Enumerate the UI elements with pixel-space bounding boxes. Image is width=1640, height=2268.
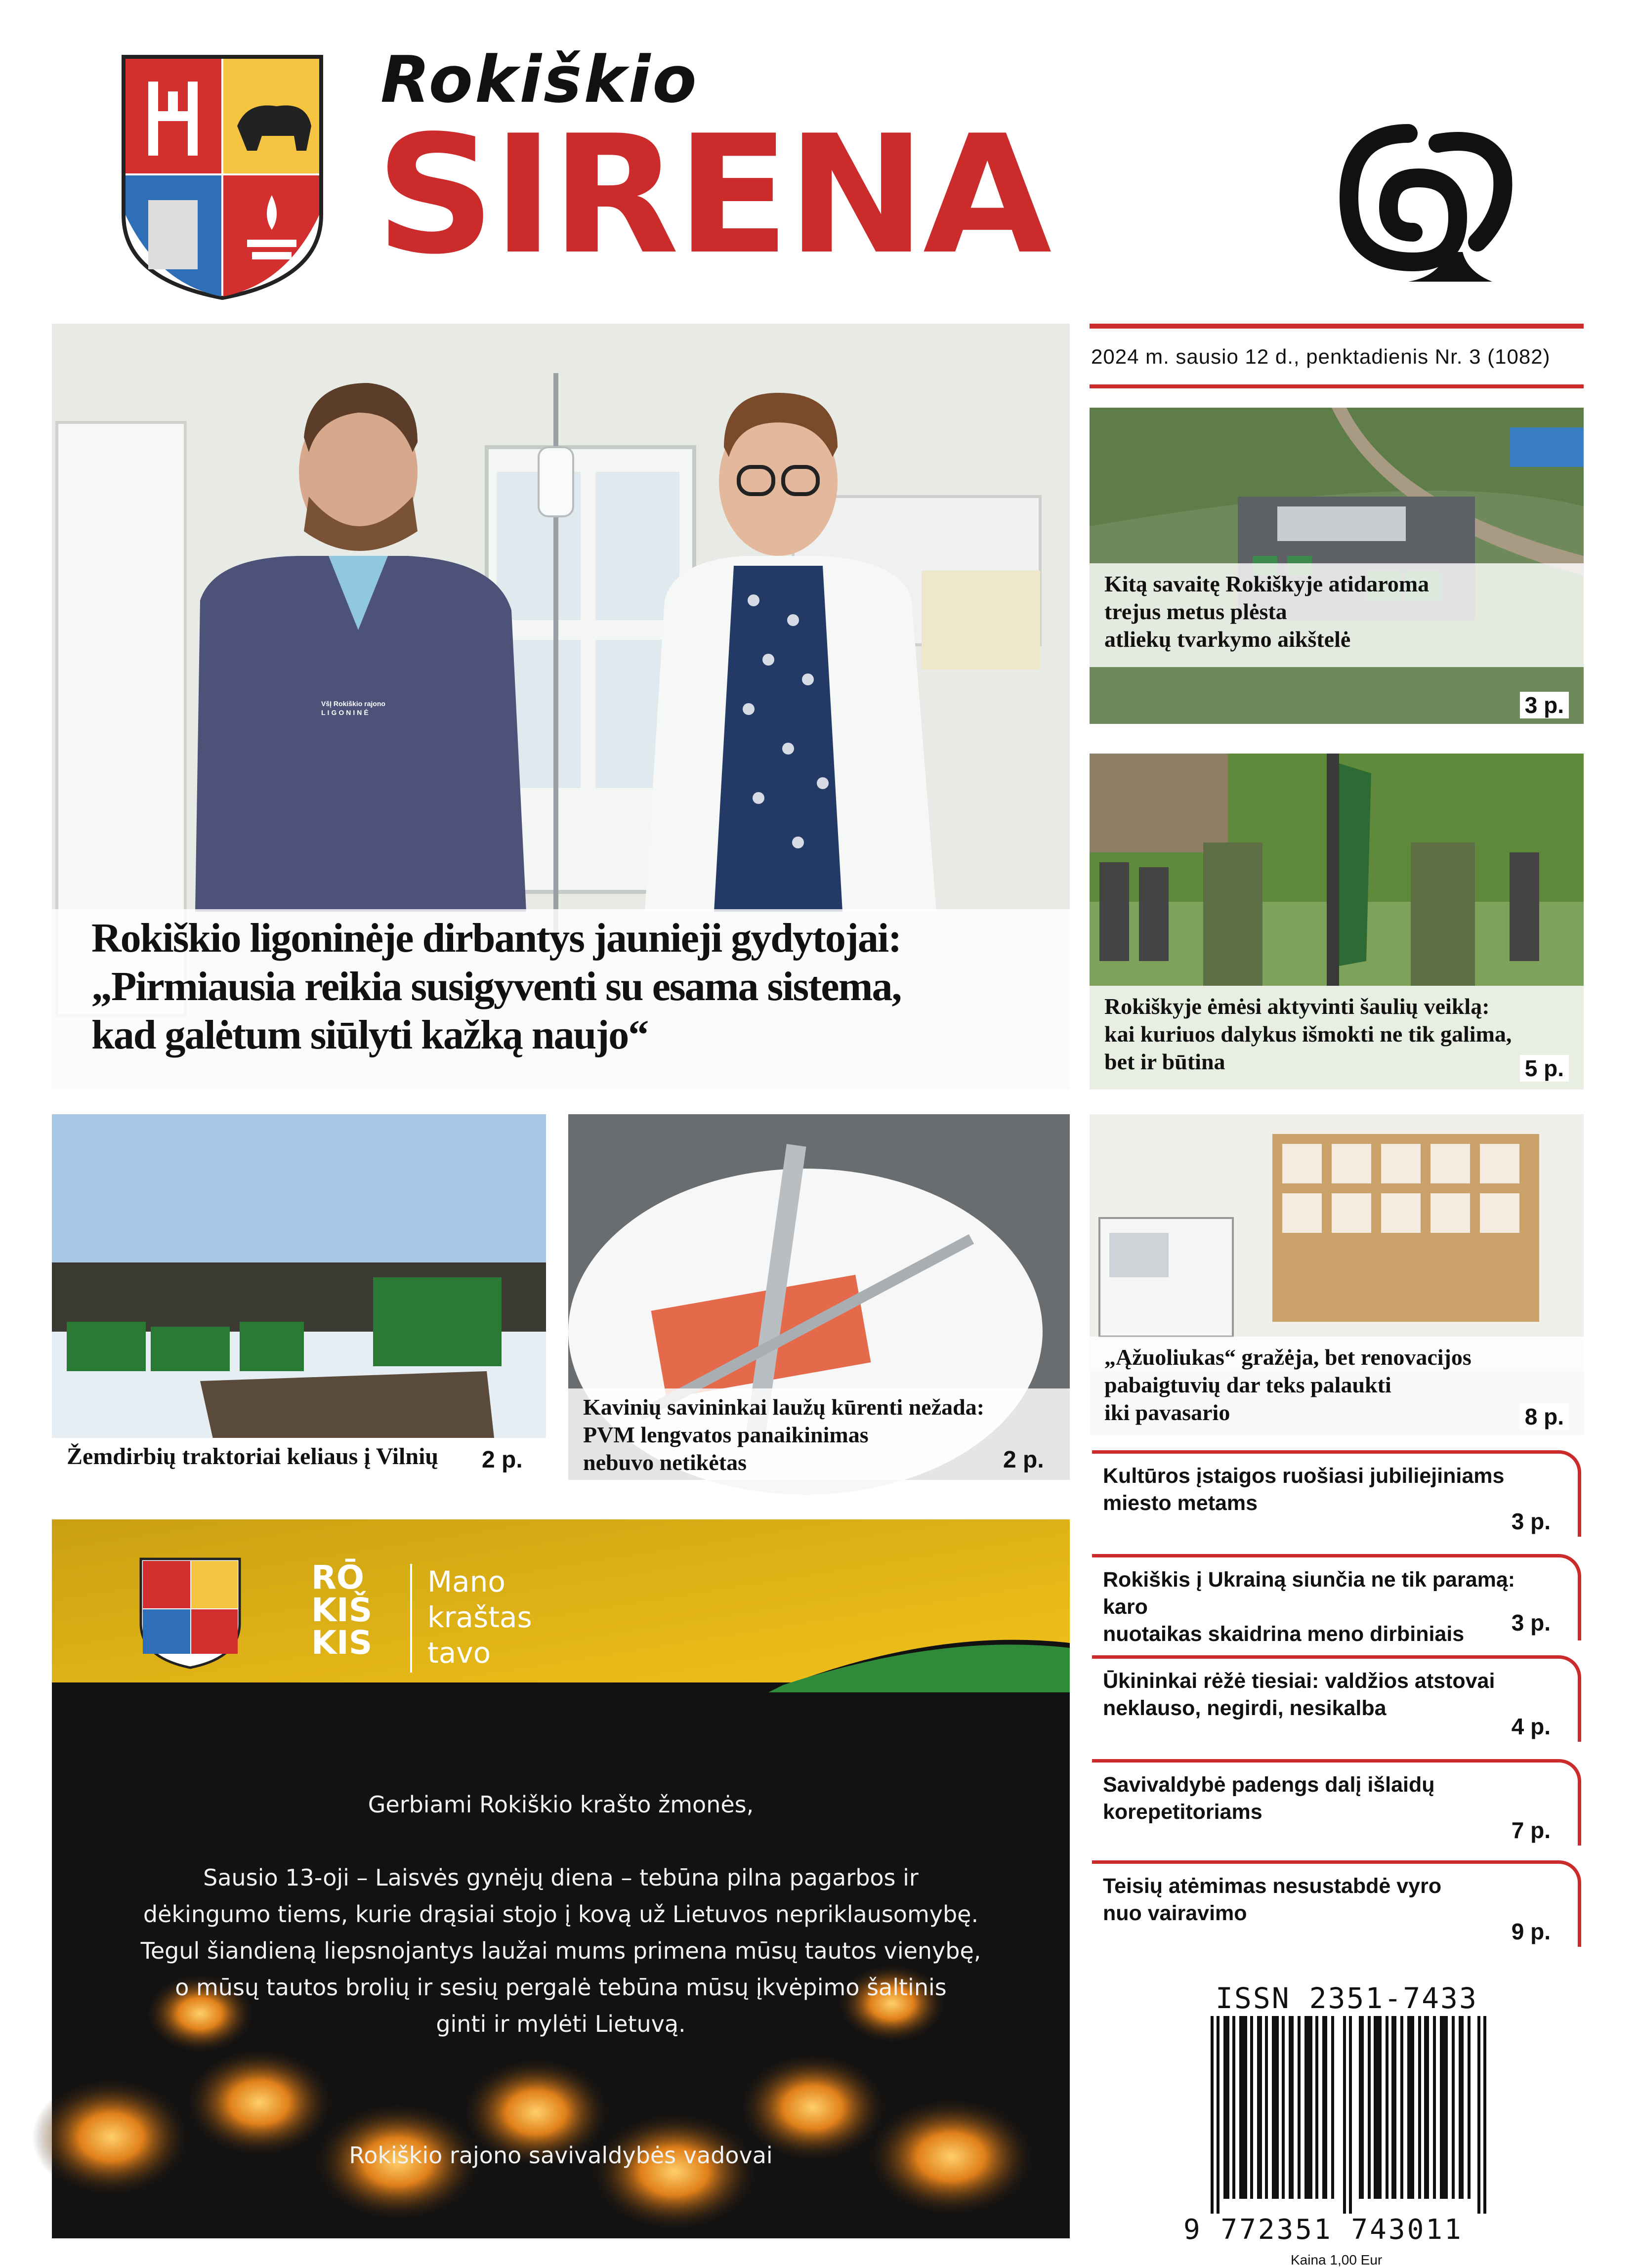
date-rule bbox=[1090, 384, 1584, 388]
side-story-waste-site[interactable] bbox=[1090, 408, 1584, 724]
box5-page-ref: 9 p. bbox=[1511, 1919, 1551, 1944]
side-caption-1 bbox=[1090, 563, 1584, 667]
slogan-line1: Mano bbox=[427, 1565, 505, 1598]
box5-line1: Teisių atėmimas nesustabdė vyro bbox=[1103, 1874, 1442, 1898]
side2-line3: bet ir būtina bbox=[1104, 1049, 1225, 1074]
badge-line2: LIGONINĖ bbox=[321, 709, 371, 716]
box4-page-ref: 7 p. bbox=[1511, 1817, 1551, 1843]
box2-title bbox=[1103, 1566, 1553, 1648]
box3-page-ref: 4 p. bbox=[1511, 1714, 1551, 1739]
cafes-page-ref: 2 p. bbox=[1003, 1447, 1044, 1473]
side2-page-ref: 5 p. bbox=[1520, 1055, 1569, 1082]
greeting-line1: Sausio 13-oji – Laisvės gynėjų diena – tebūna pilna pagarbos ir bbox=[203, 1864, 919, 1891]
rokiskis-coat-of-arms bbox=[119, 52, 326, 301]
side1-line3: atliekų tvarkymo aikštelė bbox=[1104, 627, 1351, 652]
greeting-line2: dėkingumo tiems, kurie drąsiai stojo į kovą už Lietuvos nepriklausomybę. bbox=[143, 1901, 979, 1928]
brand-logo-line1: RŌ bbox=[311, 1558, 364, 1596]
slogan-line3: tavo bbox=[427, 1636, 491, 1670]
cafes-line2: PVM lengvatos panaikinimas bbox=[583, 1422, 869, 1447]
box5-title bbox=[1103, 1873, 1553, 1927]
masthead-title: SIRENA bbox=[376, 100, 1049, 290]
masthead-rule bbox=[1090, 324, 1584, 329]
side3-line3: iki pavasario bbox=[1104, 1400, 1230, 1425]
box5-line2: nuo vairavimo bbox=[1103, 1901, 1247, 1925]
side1-line1: Kitą savaitę Rokiškyje atidaroma bbox=[1104, 571, 1430, 596]
side3-line1: „Ąžuoliukas“ gražėja, bet renovacijos bbox=[1104, 1344, 1472, 1370]
box-headline-farmers[interactable] bbox=[1092, 1655, 1581, 1742]
box-headline-municipality[interactable] bbox=[1092, 1759, 1581, 1846]
price: Kaina 1,00 Eur bbox=[1291, 2252, 1383, 2268]
barcode bbox=[1211, 2016, 1487, 2214]
greeting-line5: ginti ir mylėti Lietuvą. bbox=[436, 2011, 686, 2037]
side-story-riflemen[interactable] bbox=[1090, 754, 1584, 1090]
story-tractors[interactable] bbox=[52, 1114, 546, 1480]
barcode-digits: 9 772351 743011 bbox=[1183, 2214, 1463, 2246]
box4-title bbox=[1103, 1771, 1553, 1826]
masthead-swirl-logo bbox=[1329, 114, 1522, 292]
brand-logo-line3: KIS bbox=[311, 1624, 373, 1662]
tractors-photo bbox=[52, 1114, 546, 1480]
box4-line2: korepetitoriams bbox=[1103, 1800, 1262, 1824]
main-headline[interactable] bbox=[52, 909, 1070, 1090]
box1-page-ref: 3 p. bbox=[1511, 1509, 1551, 1534]
box2-line1: Rokiškis į Ukrainą siunčia ne tik paramą: karo bbox=[1103, 1568, 1515, 1619]
hospital-badge bbox=[321, 699, 385, 717]
slogan-line2: kraštas bbox=[427, 1600, 532, 1634]
side2-line2: kai kuriuos dalykus išmokti ne tik galima, bbox=[1104, 1021, 1512, 1047]
box1-title bbox=[1103, 1463, 1553, 1517]
side1-line2: trejus metus plėsta bbox=[1104, 599, 1287, 624]
box-headline-culture[interactable] bbox=[1092, 1450, 1581, 1537]
brand-slogan bbox=[427, 1564, 532, 1671]
issue-date: 2024 m. sausio 12 d., penktadienis Nr. 3 (1082) bbox=[1091, 345, 1551, 368]
badge-line1: VšĮ Rokiškio rajono bbox=[321, 700, 385, 708]
rokiskis-brand-logo bbox=[311, 1558, 373, 1662]
tractors-page-ref: 2 p. bbox=[482, 1447, 523, 1473]
box3-title bbox=[1103, 1668, 1553, 1722]
story-cafes[interactable] bbox=[568, 1114, 1070, 1480]
cafes-caption bbox=[568, 1388, 1070, 1480]
main-headline-line3: kad galėtum siūlyti kažką naujo“ bbox=[91, 1012, 648, 1058]
side3-line2: pabaigtuvių dar teks palaukti bbox=[1104, 1372, 1391, 1397]
box4-line1: Savivaldybė padengs dalį išlaidų bbox=[1103, 1773, 1435, 1797]
side3-page-ref: 8 p. bbox=[1520, 1403, 1569, 1430]
box3-line1: Ūkininkai rėžė tiesiai: valdžios atstovai bbox=[1103, 1669, 1495, 1693]
greeting-salutation: Gerbiami Rokiškio krašto žmonės, bbox=[368, 1791, 754, 1818]
greeting-line4: o mūsų tautos brolių ir sesių pergalė tebūna mūsų įkvėpimo šaltinis bbox=[175, 1974, 947, 2001]
cafes-line3: nebuvo netikėtas bbox=[583, 1450, 747, 1475]
issn-number: ISSN 2351-7433 bbox=[1216, 1981, 1478, 2015]
side-story-kindergarten[interactable] bbox=[1090, 1114, 1584, 1435]
masthead-title-small: Rokiškio bbox=[380, 42, 699, 117]
greeting-signature: Rokiškio rajono savivaldybės vadovai bbox=[349, 2142, 773, 2169]
main-headline-line1: Rokiškio ligoninėje dirbantys jaunieji gydytojai: bbox=[91, 915, 901, 961]
side1-page-ref: 3 p. bbox=[1520, 692, 1569, 718]
box2-page-ref: 3 p. bbox=[1511, 1610, 1551, 1636]
main-headline-line2: „Pirmiausia reikia susigyventi su esama sistema, bbox=[91, 964, 901, 1009]
box2-line2: nuotaikas skaidrina meno dirbiniais bbox=[1103, 1622, 1465, 1646]
greeting-line3: Tegul šiandieną liepsnojantys laužai mums primena mūsų tautos vienybę, bbox=[140, 1937, 981, 1964]
box3-line2: neklauso, negirdi, nesikalba bbox=[1103, 1696, 1387, 1720]
cafes-line1: Kavinių savininkai laužų kūrenti nežada: bbox=[583, 1394, 985, 1420]
main-story[interactable] bbox=[52, 324, 1070, 1090]
box1-line2: miesto metams bbox=[1103, 1491, 1258, 1515]
greeting-text bbox=[52, 1786, 1070, 2042]
box-headline-ukraine[interactable] bbox=[1092, 1554, 1581, 1646]
brand-logo-line2: KIŠ bbox=[311, 1591, 373, 1629]
side-caption-3 bbox=[1090, 1337, 1584, 1435]
tractors-headline: Žemdirbių traktoriai keliaus į Vilnių bbox=[67, 1443, 439, 1470]
side2-line1: Rokiškyje ėmėsi aktyvinti šaulių veiklą: bbox=[1104, 994, 1490, 1019]
side-caption-2 bbox=[1090, 986, 1584, 1090]
box-headline-driving[interactable] bbox=[1092, 1860, 1581, 1947]
box1-line1: Kultūros įstaigos ruošiasi jubiliejiniams bbox=[1103, 1464, 1505, 1488]
municipality-greeting-ad bbox=[52, 1519, 1070, 2238]
